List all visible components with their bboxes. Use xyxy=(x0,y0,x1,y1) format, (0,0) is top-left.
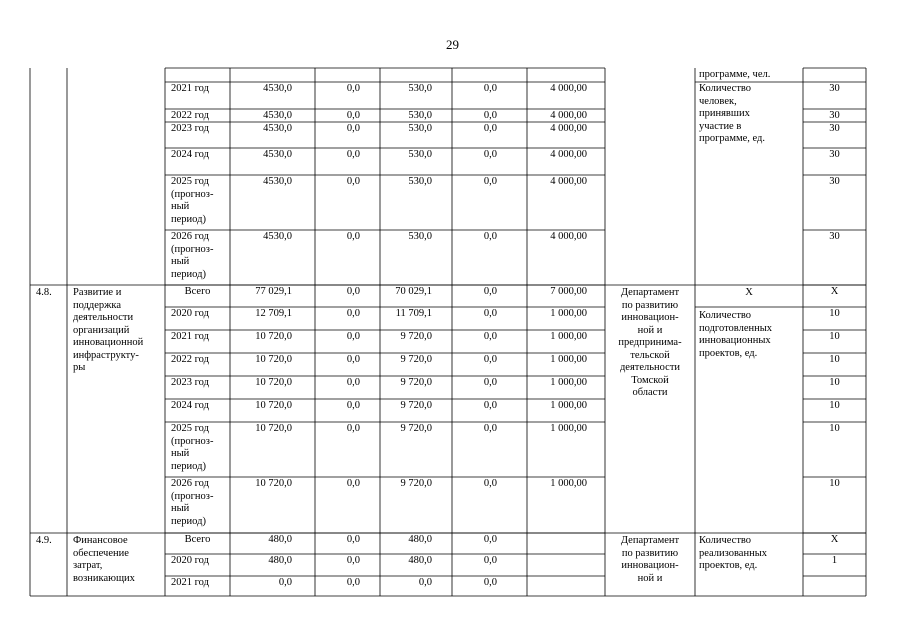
indicator-value: 30 xyxy=(829,123,840,134)
year-cell: 2025 год xyxy=(171,423,209,434)
executor-name: тельской xyxy=(630,349,670,361)
local-cell: 0,0 xyxy=(483,555,497,566)
measure-name: возникающих xyxy=(73,572,135,584)
local-cell: 0,0 xyxy=(483,377,497,388)
total-cell: 10 720,0 xyxy=(255,377,292,388)
indicator-label: программе, ед. xyxy=(699,133,766,144)
federal-cell: 0,0 xyxy=(346,354,360,365)
year-cell: ный xyxy=(171,448,190,459)
regional-cell: 0,0 xyxy=(418,577,432,588)
executor-name: Томской xyxy=(631,374,669,386)
total-cell: 4530,0 xyxy=(263,231,292,242)
executor-name: Департамент xyxy=(620,287,680,298)
federal-cell: 0,0 xyxy=(346,377,360,388)
federal-cell: 0,0 xyxy=(346,123,360,134)
total-cell: 10 720,0 xyxy=(255,331,292,342)
year-cell: 2022 год xyxy=(171,354,209,365)
measure-name: обеспечение xyxy=(73,547,129,559)
year-cell: ный xyxy=(171,256,190,267)
local-cell: 0,0 xyxy=(483,286,497,297)
total-cell: 4530,0 xyxy=(263,149,292,160)
year-cell: ный xyxy=(171,201,190,212)
indicator-label: участие в xyxy=(699,120,742,132)
year-cell: период) xyxy=(171,268,206,280)
extra-cell: 7 000,00 xyxy=(550,286,587,297)
local-cell: 0,0 xyxy=(483,149,497,160)
local-cell: 0,0 xyxy=(483,83,497,94)
year-cell: период) xyxy=(171,515,206,527)
year-cell: 2020 год xyxy=(171,308,209,319)
year-cell: (прогноз- xyxy=(171,188,214,200)
executor-name: ной и xyxy=(637,324,663,336)
federal-cell: 0,0 xyxy=(346,308,360,319)
extra-cell: 1 000,00 xyxy=(550,478,587,489)
indicator-value: 10 xyxy=(829,354,840,365)
indicator-label: проектов, ед. xyxy=(699,347,758,359)
total-cell: 4530,0 xyxy=(263,123,292,134)
federal-cell: 0,0 xyxy=(346,149,360,160)
federal-cell: 0,0 xyxy=(346,577,360,588)
indicator-label: Количество xyxy=(699,310,752,321)
indicator-value: 10 xyxy=(829,423,840,434)
total-cell: 77 029,1 xyxy=(255,286,292,297)
local-cell: 0,0 xyxy=(483,176,497,187)
regional-cell: 530,0 xyxy=(408,231,432,242)
year-cell: 2025 год xyxy=(171,176,209,187)
indicator-value: 10 xyxy=(829,377,840,388)
year-cell: период) xyxy=(171,460,206,472)
local-cell: 0,0 xyxy=(483,577,497,588)
executor-name: ной и xyxy=(637,572,663,584)
year-cell: Всего xyxy=(184,286,211,297)
regional-cell: 9 720,0 xyxy=(400,331,432,342)
year-cell: (прогноз- xyxy=(171,435,214,447)
total-cell: 480,0 xyxy=(268,555,292,566)
total-cell: 4530,0 xyxy=(263,83,292,94)
indicator-value: 10 xyxy=(829,478,840,489)
row-number: 4.8. xyxy=(36,287,52,298)
indicator-value: 10 xyxy=(829,308,840,319)
indicator-label: X xyxy=(745,287,753,298)
extra-cell: 1 000,00 xyxy=(550,308,587,319)
row-number: 4.9. xyxy=(36,535,52,546)
local-cell: 0,0 xyxy=(483,400,497,411)
measure-name: инновационной xyxy=(73,337,144,348)
measure-name: ры xyxy=(73,362,86,373)
local-cell: 0,0 xyxy=(483,534,497,545)
total-cell: 0,0 xyxy=(278,577,292,588)
regional-cell: 480,0 xyxy=(408,555,432,566)
year-cell: (прогноз- xyxy=(171,243,214,255)
year-cell: 2023 год xyxy=(171,123,209,134)
local-cell: 0,0 xyxy=(483,478,497,489)
local-cell: 0,0 xyxy=(483,354,497,365)
extra-cell: 1 000,00 xyxy=(550,331,587,342)
indicator-label: проектов, ед. xyxy=(699,560,758,571)
federal-cell: 0,0 xyxy=(346,110,360,121)
year-cell: ный xyxy=(171,503,190,514)
executor-name: по развитию xyxy=(621,547,679,559)
year-cell: 2026 год xyxy=(171,231,209,242)
federal-cell: 0,0 xyxy=(346,83,360,94)
total-cell: 10 720,0 xyxy=(255,423,292,434)
year-cell: 2023 год xyxy=(171,377,209,388)
measure-name: Развитие и xyxy=(73,287,122,298)
extra-cell: 1 000,00 xyxy=(550,377,587,388)
regional-cell: 530,0 xyxy=(408,176,432,187)
local-cell: 0,0 xyxy=(483,331,497,342)
measure-name: Финансовое xyxy=(73,535,128,546)
indicator-value: 1 xyxy=(831,555,838,566)
executor-name: инновацион- xyxy=(621,560,679,571)
executor-name: Департамент xyxy=(620,535,680,546)
federal-cell: 0,0 xyxy=(346,286,360,297)
regional-cell: 70 029,1 xyxy=(395,286,432,297)
indicator-value: 30 xyxy=(829,149,840,160)
year-cell: 2026 год xyxy=(171,478,209,489)
total-cell: 10 720,0 xyxy=(255,478,292,489)
year-cell: 2024 год xyxy=(171,149,209,160)
indicator-value: 30 xyxy=(829,176,840,187)
local-cell: 0,0 xyxy=(483,308,497,319)
indicator-label: Количество xyxy=(699,83,752,94)
indicator-value: X xyxy=(830,286,839,297)
regional-cell: 530,0 xyxy=(408,110,432,121)
indicator-label: реализованных xyxy=(699,547,768,559)
executor-name: по развитию xyxy=(621,299,679,311)
executor-name: инновацион- xyxy=(621,312,679,323)
indicator-label: программе, чел. xyxy=(699,69,771,80)
indicator-label: подготовленных xyxy=(699,322,773,334)
federal-cell: 0,0 xyxy=(346,176,360,187)
regional-cell: 9 720,0 xyxy=(400,400,432,411)
extra-cell: 1 000,00 xyxy=(550,423,587,434)
extra-cell: 4 000,00 xyxy=(550,231,587,242)
regional-cell: 11 709,1 xyxy=(395,308,432,319)
total-cell: 4530,0 xyxy=(263,176,292,187)
extra-cell: 4 000,00 xyxy=(550,110,587,121)
federal-cell: 0,0 xyxy=(346,231,360,242)
extra-cell: 1 000,00 xyxy=(550,400,587,411)
indicator-value: 10 xyxy=(829,331,840,342)
year-cell: период) xyxy=(171,213,206,225)
federal-cell: 0,0 xyxy=(346,555,360,566)
local-cell: 0,0 xyxy=(483,110,497,121)
total-cell: 4530,0 xyxy=(263,110,292,121)
measure-name: затрат, xyxy=(73,560,103,571)
measure-name: инфраструкту- xyxy=(73,349,139,361)
total-cell: 12 709,1 xyxy=(255,308,292,319)
year-cell: 2020 год xyxy=(171,555,209,566)
executor-name: деятельности xyxy=(619,362,681,373)
extra-cell: 4 000,00 xyxy=(550,83,587,94)
regional-cell: 9 720,0 xyxy=(400,423,432,434)
year-cell: 2024 год xyxy=(171,400,209,411)
federal-cell: 0,0 xyxy=(346,534,360,545)
regional-cell: 9 720,0 xyxy=(400,354,432,365)
indicator-value: 30 xyxy=(829,231,840,242)
executor-name: предпринима- xyxy=(618,337,682,348)
regional-cell: 530,0 xyxy=(408,149,432,160)
regional-cell: 530,0 xyxy=(408,83,432,94)
federal-cell: 0,0 xyxy=(346,331,360,342)
indicator-label: Количество xyxy=(699,535,752,546)
measure-name: деятельности xyxy=(73,312,134,323)
indicator-label: инновационных xyxy=(699,335,771,346)
total-cell: 10 720,0 xyxy=(255,400,292,411)
indicator-value: 10 xyxy=(829,400,840,411)
total-cell: 480,0 xyxy=(268,534,292,545)
extra-cell: 4 000,00 xyxy=(550,123,587,134)
measure-name: поддержка xyxy=(73,299,122,311)
year-cell: 2021 год xyxy=(171,331,209,342)
executor-name: области xyxy=(632,387,668,398)
total-cell: 10 720,0 xyxy=(255,354,292,365)
indicator-value: X xyxy=(830,534,839,545)
local-cell: 0,0 xyxy=(483,231,497,242)
indicator-value: 30 xyxy=(829,110,840,121)
federal-cell: 0,0 xyxy=(346,478,360,489)
year-cell: 2022 год xyxy=(171,110,209,121)
indicator-value: 30 xyxy=(829,83,840,94)
extra-cell: 1 000,00 xyxy=(550,354,587,365)
federal-cell: 0,0 xyxy=(346,400,360,411)
year-cell: 2021 год xyxy=(171,83,209,94)
regional-cell: 530,0 xyxy=(408,123,432,134)
local-cell: 0,0 xyxy=(483,123,497,134)
year-cell: (прогноз- xyxy=(171,490,214,502)
extra-cell: 4 000,00 xyxy=(550,149,587,160)
local-cell: 0,0 xyxy=(483,423,497,434)
year-cell: Всего xyxy=(184,534,211,545)
federal-cell: 0,0 xyxy=(346,423,360,434)
indicator-label: принявших xyxy=(699,108,750,119)
indicator-label: человек, xyxy=(699,95,737,107)
year-cell: 2021 год xyxy=(171,577,209,588)
measure-name: организаций xyxy=(73,324,130,336)
regional-cell: 9 720,0 xyxy=(400,377,432,388)
regional-cell: 9 720,0 xyxy=(400,478,432,489)
extra-cell: 4 000,00 xyxy=(550,176,587,187)
page-number: 29 xyxy=(446,37,459,52)
regional-cell: 480,0 xyxy=(408,534,432,545)
